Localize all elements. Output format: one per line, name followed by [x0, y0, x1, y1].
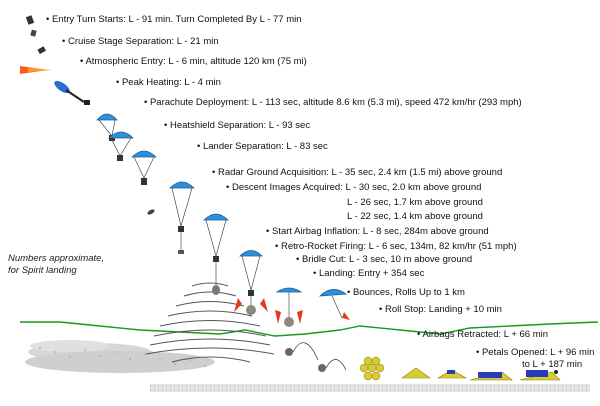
event-descent-images-2: L - 26 sec, 1.7 km above ground: [347, 197, 483, 208]
parachute-4: [170, 182, 194, 254]
note-line-2: for Spirit landing: [8, 265, 77, 276]
ground-soil: [25, 340, 215, 373]
approximation-note: [8, 253, 104, 277]
event-airbag-inflation: • Start Airbag Inflation: L - 8 sec, 284m above ground: [266, 226, 489, 237]
backshell-flyaway-icon: [320, 289, 350, 320]
lander-retracted-icon: [402, 368, 466, 378]
event-bounces: • Bounces, Rolls Up to 1 km: [347, 287, 465, 298]
event-atmospheric-entry: • Atmospheric Entry: L - 6 min, altitude 120 km (75 mi): [80, 56, 307, 67]
event-landing: • Landing: Entry + 354 sec: [313, 268, 425, 279]
parachute-6-retro: [234, 251, 268, 316]
aeroshell-icon: [52, 79, 90, 105]
petals-opened-icon: [470, 370, 560, 380]
event-parachute-deployment: • Parachute Deployment: L - 113 sec, altitude 8.6 km (5.3 mi), speed 472 km/hr (293 mph): [144, 97, 522, 108]
event-bridle-cut: • Bridle Cut: L - 3 sec, 10 m above ground: [296, 254, 473, 265]
cruise-stage-icon: [26, 15, 46, 54]
note-line-1: Numbers approximate,: [8, 253, 105, 264]
bounce-path: [285, 343, 346, 372]
event-roll-stop: • Roll Stop: Landing + 10 min: [379, 304, 502, 315]
event-cruise-separation: • Cruise Stage Separation: L - 21 min: [62, 36, 219, 47]
parachute-2: [109, 132, 133, 161]
entry-flame-icon: [20, 66, 52, 74]
event-petals-opened-end: to L + 187 min: [522, 359, 583, 370]
event-airbags-retracted: • Airbags Retracted: L + 66 min: [417, 329, 549, 340]
event-descent-images-3: L - 22 sec, 1.4 km above ground: [347, 211, 483, 222]
event-heatshield-separation: • Heatshield Separation: L - 93 sec: [164, 120, 311, 131]
airbag-cluster-icon: [360, 357, 384, 380]
event-entry-turn: • Entry Turn Starts: L - 91 min. Turn Completed By L - 77 min: [46, 14, 302, 25]
bridle-cut-icon: [275, 288, 303, 327]
event-descent-images-1: • Descent Images Acquired: L - 30 sec, 2.0 km above ground: [226, 182, 482, 193]
event-peak-heating: • Peak Heating: L - 4 min: [116, 77, 221, 88]
parachute-3: [132, 151, 156, 185]
event-petals-opened: • Petals Opened: L + 96 min: [476, 347, 595, 358]
heatshield-icon: [147, 208, 156, 215]
event-radar-acquisition: • Radar Ground Acquisition: L - 35 sec, 2.4 km (1.5 mi) above ground: [212, 167, 503, 178]
event-retro-rocket: • Retro-Rocket Firing: L - 6 sec, 134m, 82 km/hr (51 mph): [275, 241, 517, 252]
ground-strip: [150, 384, 590, 392]
radar-rings: [146, 283, 274, 362]
event-lander-separation: • Lander Separation: L - 83 sec: [197, 141, 328, 152]
